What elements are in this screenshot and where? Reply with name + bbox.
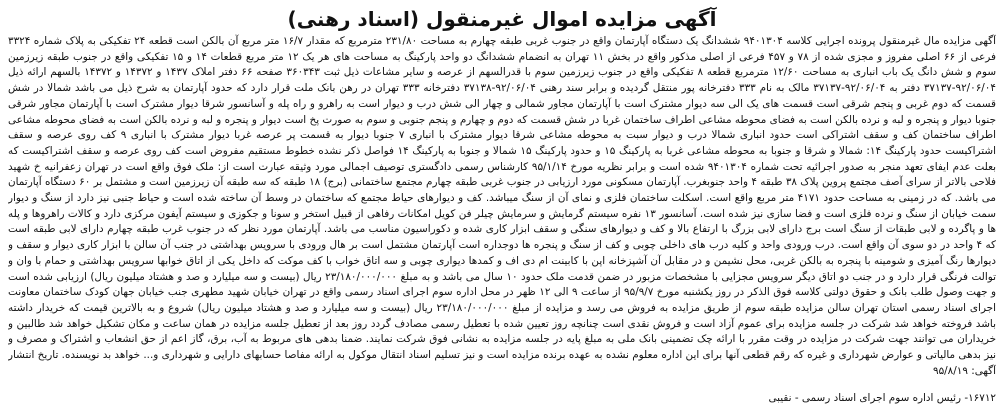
notice-signature: ۱۶۷۱۲- رئیس اداره سوم اجرای اسناد رسمی - نقیبی: [768, 392, 996, 404]
notice-title: آگهی مزایده اموال غیرمنقول (اسناد رهنی): [287, 7, 717, 31]
notice-body: آگهی مزایده مال غیرمنقول پرونده اجرایی کلاسه ۹۴۰۱۳۰۴ ششدانگ یک دستگاه آپارتمان واقع در جنوب غربی طبقه چهارم به مساحت ۲۳۱/۸۰ مترمربع که مقدار ۱۶/۷ متر مربع آن بالکن است قطعه ۲۴ تفکیکی به پلاک شماره ۳۳۲۴ فرعی از ۶۶ اصلی مفروز و مجزی شده از ۷۸ و ۴۵۷ فرعی از اصلی مذکور واقع در بخش ۱۱ تهران به انضمام ششدانگ دو واحد پارکینگ به مساحت های هر یک ۱۲ متر مربع قطعات ۱۴ و ۱۵ تفکیکی واقع در جنوب طبقه زیرزمین سوم و شش دانگ یک باب انباری به مساحت ۱۲/۶۰ مترمربع قطعه ۸ تفکیکی واقع در جنوب زیرزمین سوم با قدرالسهم از عرصه و سایر مشاعات ذیل ثبت ۳۶۰۳۴۳ صفحه ۶۶ دفتر املاک ۱۴۳۷ و ۱۴۳۷۲ و ۱۴۳۷۲ بالسهم ارائه ذیل ۹۲/۰۶/۰۴-۳۷۱۳۷ دفتر به ۹۲/۰۶/۰۴-۳۷۱۳۷ مالک به نام ۳۳۳ دفترخانه پور منتقل گردیده و برابر سند رهنی ۹۲/۰۶/۰۴-۳۷۱۳۸ دفترخانه ۳۳۳ تهران در رهن بانک ملت قرار دارد که حدود آپارتمان به شرح ذیل می باشد شمالا در شش قسمت که دوم غربی و پنجم شرقی است قسمت های یک الی سه دیوار مشترک است با آپارتمان مجاور شمالی و چهار الی شش درب و دیوار است به راهرو و راه پله و آسانسور شرقا دیوار مشترک است با آپارتمان مجاور شرقی جنوبا دیوار و پنجره و لبه و نرده بالکن است به فضای محوطه مشاعی اطراف ساختمان غربا در شش قسمت که دوم و چهارم و پنجم جنوبی و سوم به صورت پخ است دیوار و پنجره و لبه و نرده بالکن است به فضای محوطه مشاعی اطراف ساختمان کف و سقف اشتراکی است حدود انباری شمالا درب و دیوار سبت به محوطه مشاعی شرقا دیوار مشترک با انباری ۷ جنوبا دیوار به قسمت پر عرصه غربا دیوار مشترک با انباری ۹ کف روی عرصه و سقف اشتراکیست حدود پارکینگ ۱۴: شمالا و شرقا و جنوبا به محوطه مشاعی غربا به پارکینگ ۱۵ و حدود پارکینگ ۱۵ شمالا و جنوبا به پارکینگ ۱۴ فواصل ذکر نشده خطوط مستقیم مفروض است کف روی عرصه و سقف اشتراکیست که بعلت عدم ایفای تعهد منجر به صدور اجرائیه تحت شماره ۹۴۰۱۳۰۴ شده است و برابر نظریه مورخ ۹۵/۱/۱۴ کارشناس رسمی دادگستری توصیف اجمالی مورد وثیقه عبارت است از: ملک فوق واقع است در تهران زعفرانیه خ شهید فلاحی بالاتر از سرای آصف مجتمع پروین پلاک ۳۸ طبقه ۴ واحد جنوبغرب. آپارتمان مسکونی مورد ارزیابی در جنوب غربی طبقه چهارم مجتمع ساختمانی (برج) ۱۸ طبقه که سه طبقه آن زیرزمین است و مشتمل بر ۶۰ دستگاه آپارتمان می باشد. که در زمینی به مساحت حدود ۴۱۷۱ متر مربع واقع است. اسکلت ساختمان فلزی و نمای آن از سنگ میباشد. کف و دیوارهای حیاط مجتمع که ساختمان در وسط آن ساخته شده است و حیاط جنبی نیز دارد از سنگ و دیوار سمت خیابان از سنگ و نرده فلزی است و فضا سازی نیز شده است. آسانسور ۱۳ نفره سیستم گرمایش و سرمایش چیلر فن کویل امکانات رفاهی از قبیل استخر و سونا و جکوزی و سیستم آیفون مرکزی دارد و کالات راهروها و پله ها و پاگرده و لابی طبقات از سنگ است برج دارای لابی بزرگ با ارتفاع بالا و کف و دیوارهای سنگی و سقف ابزار کاری شده و دکوراسیون مناسب می باشد. آپارتمان مورد نظر که در جنوب غرب طبقه چهارم دارای لابی طبقه است که ۴ واحد در دو سوی آن واقع است. درب ورودی واحد و کلیه درب های داخلی چوبی و کف از سنگ و پنجره ها دوجداره است آپارتمان مشتمل است بر هال ورودی با سرویس بهداشتی در جنب آن سالن با ابزار کاری دیوار و سقف و دیوارها رنگ آمیزی و شومینه با پنجره به بالکن غربی، محل نشیمن و در مقابل آن آشپزخانه اپن با کابینت ام دی اف و کمدها دیواری چوبی و سه اتاق خواب با کف موکت که داخل یکی از اتاق خوابها سرویس بهداشتی و حمام با وان و توالت فرنگی قرار دارد و در جنب دو اتاق دیگر سرویس مجزایی با مشخصات مزبور در ضمن قدمت ملک حدود ۱۰ سال می باشد و به مبلغ ۲۳/۱۸۰/۰۰۰/۰۰۰ ریال (بیست و سه میلیارد و صد و هشتاد میلیون ریال) ارزیابی شده است و جهت وصول طلب بانک و حقوق دولتی کلاسه فوق الذکر در روز یکشنبه مورخ ۹۵/۹/۷ از ساعت ۹ الی ۱۲ ظهر در محل اداره سوم اجرای اسناد رسمی واقع در تهران خیابان شهید مطهری جنب خیابان جهان کودک ساختمان معاونت اجرای اسناد رسمی استان تهران سالن مزایده طبقه سوم از طریق مزایده به فروش می رسد و مزایده از مبلغ ۲۳/۱۸۰/۰۰۰/۰۰۰ ریال (بیست و سه میلیارد و صد و هشتاد میلیون ریال) شروع و به بالاترین قیمت که خریدار داشته باشد فروخته خواهد شد شرکت در جلسه مزایده برای عموم آزاد است و فروش نقدی است چنانچه روز تعیین شده با تعطیل رسمی مصادف گردد روز بعد از تعطیل جلسه مزایده در همان ساعت و مکان تشکیل خواهد شد طالبین و خریداران می توانند جهت شرکت در مزایده در وقت مقرر با ارائه چک تضمینی بانک ملی به مبلغ پایه در جلسه مزایده به نشانی فوق شرکت نمایند. ضمنا بدهی های مربوط به آب، برق، گاز اعم از حق انشعاب و اشتراک و مصرف و نیز بدهی مالیاتی و عوارض شهرداری و غیره که رقم قطعی آنها برای این اداره معلوم نشده به عهده برنده مزایده است و نیز تسلیم اسناد انتقال موکول به ارائه مفاصا حسابهای دارایی و شهرداری و... خواهد بد نویسنده. تاریخ انتشار آگهی: ۹۵/۸/۱۹: [8, 35, 996, 377]
notice-header: [8, 4, 996, 34]
